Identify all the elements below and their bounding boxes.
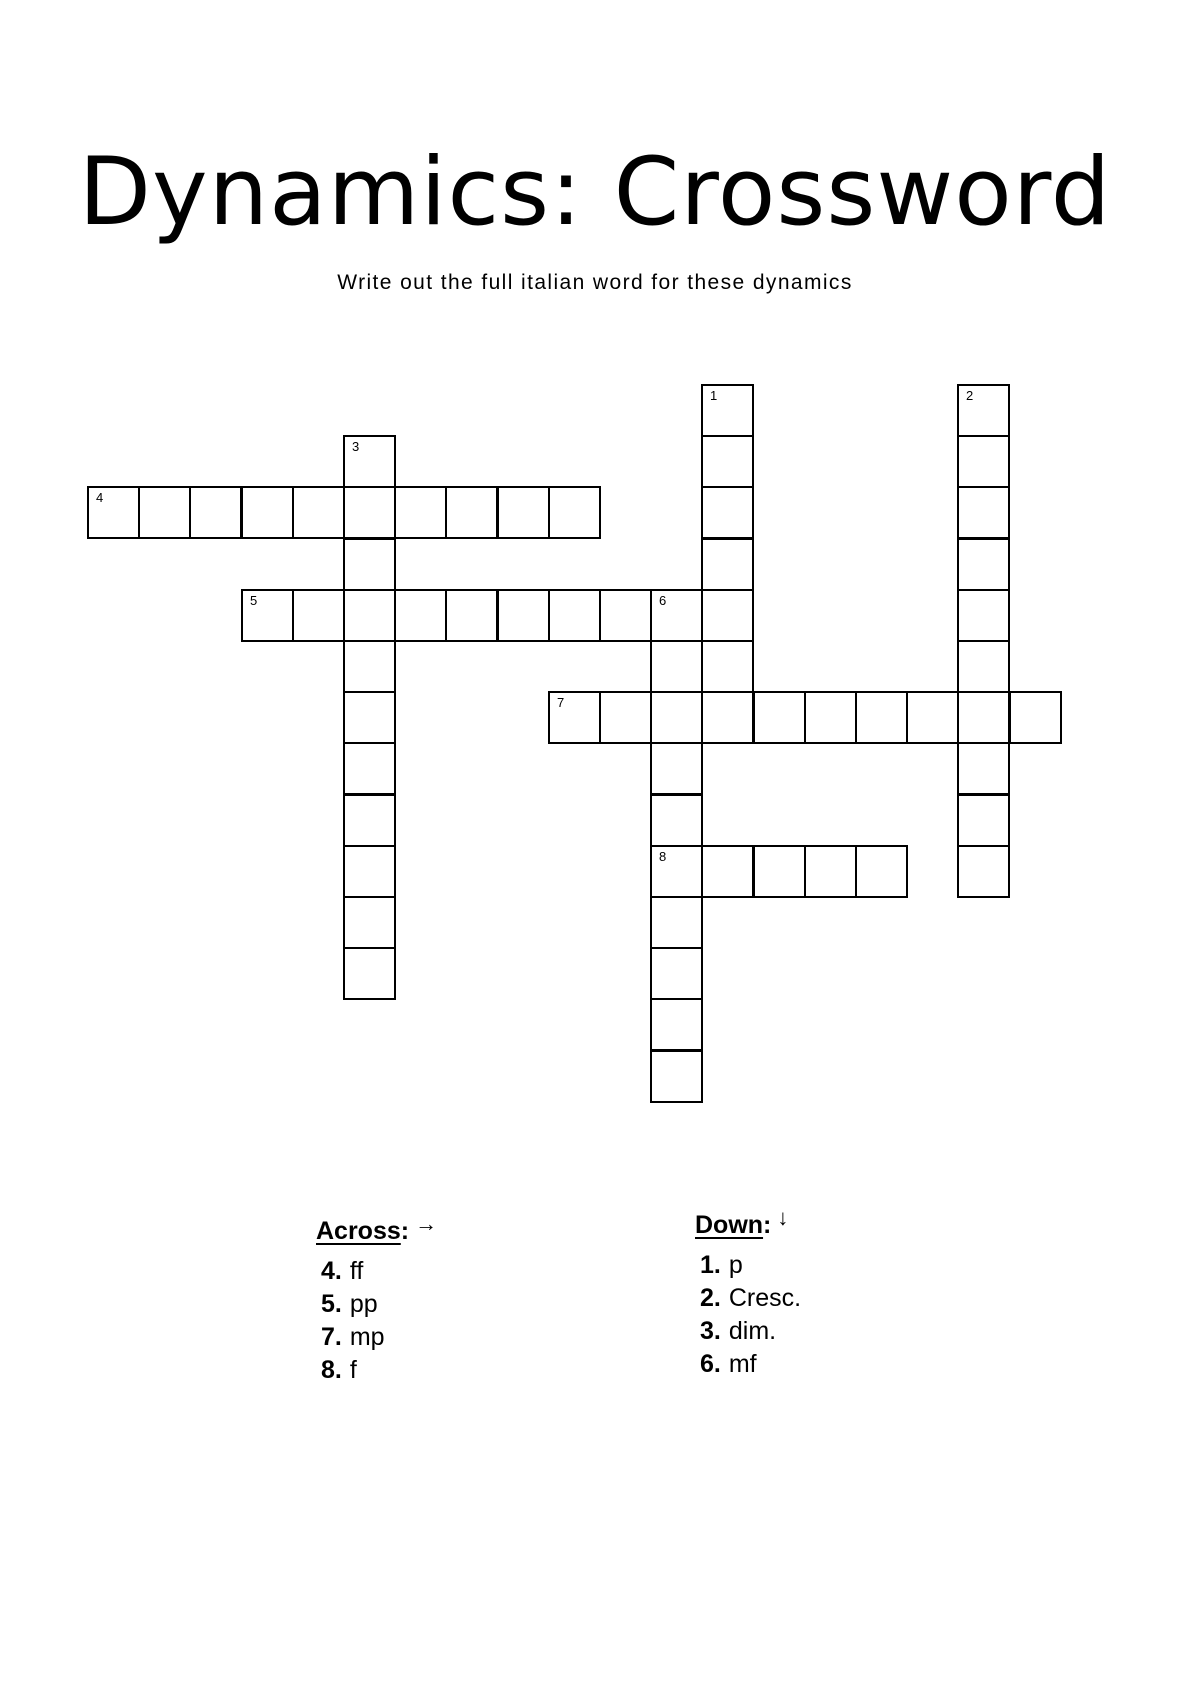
crossword-cell[interactable]	[650, 691, 703, 744]
crossword-cell[interactable]	[701, 538, 754, 591]
crossword-cell[interactable]	[343, 947, 396, 1000]
crossword-cell[interactable]	[957, 589, 1010, 642]
crossword-cell[interactable]	[292, 589, 345, 642]
across-clues	[316, 1211, 438, 1387]
crossword-cell[interactable]	[701, 486, 754, 539]
crossword-cell[interactable]	[701, 845, 754, 898]
crossword-cell[interactable]	[292, 486, 345, 539]
clue-item: 6. mf	[700, 1350, 757, 1378]
crossword-cell[interactable]	[548, 589, 601, 642]
crossword-cell[interactable]	[957, 794, 1010, 847]
crossword-cell[interactable]	[650, 998, 703, 1051]
crossword-cell[interactable]	[957, 742, 1010, 795]
clue-number: 1	[710, 388, 718, 403]
across-heading: Across: →	[316, 1211, 438, 1245]
crossword-cell[interactable]	[650, 845, 703, 898]
crossword-cell[interactable]	[343, 742, 396, 795]
crossword-cell[interactable]	[650, 794, 703, 847]
clue-item: 3. dim.	[700, 1317, 777, 1345]
crossword-cell[interactable]	[394, 589, 447, 642]
down-heading: Down: ↓	[695, 1205, 789, 1239]
crossword-cell[interactable]	[343, 691, 396, 744]
crossword-cell[interactable]	[701, 640, 754, 693]
crossword-cell[interactable]	[957, 640, 1010, 693]
crossword-cell[interactable]	[343, 538, 396, 591]
crossword-cell[interactable]	[497, 486, 550, 539]
crossword-cell[interactable]	[650, 589, 703, 642]
right-arrow-icon: →	[415, 1211, 438, 1236]
crossword-cell[interactable]	[343, 794, 396, 847]
crossword-cell[interactable]	[445, 486, 498, 539]
crossword-cell[interactable]	[957, 486, 1010, 539]
crossword-cell[interactable]	[701, 384, 754, 437]
crossword-cell[interactable]	[548, 486, 601, 539]
clue-item: 5. pp	[321, 1290, 378, 1318]
clue-item: 1. p	[700, 1251, 743, 1279]
down-arrow-icon: ↓	[777, 1205, 789, 1230]
clue-number: 4	[96, 490, 104, 505]
crossword-cell[interactable]	[445, 589, 498, 642]
clue-item: 7. mp	[321, 1323, 385, 1351]
crossword-cell[interactable]	[599, 691, 652, 744]
crossword-cell[interactable]	[701, 589, 754, 642]
crossword-cell[interactable]	[906, 691, 959, 744]
crossword-cell[interactable]	[189, 486, 242, 539]
crossword-cell[interactable]	[650, 896, 703, 949]
crossword-cell[interactable]	[957, 538, 1010, 591]
crossword-cell[interactable]	[138, 486, 191, 539]
crossword-cell[interactable]	[87, 486, 140, 539]
crossword-cell[interactable]	[343, 486, 396, 539]
crossword-cell[interactable]	[855, 845, 908, 898]
crossword-cell[interactable]	[241, 486, 294, 539]
crossword-cell[interactable]	[650, 1050, 703, 1103]
crossword-cell[interactable]	[804, 845, 857, 898]
crossword-cell[interactable]	[650, 640, 703, 693]
crossword-cell[interactable]	[343, 589, 396, 642]
clue-number: 5	[250, 593, 258, 608]
crossword-cell[interactable]	[343, 640, 396, 693]
clue-item: 2. Cresc.	[700, 1284, 802, 1312]
clue-item: 8. f	[321, 1356, 357, 1384]
crossword-cell[interactable]	[957, 691, 1010, 744]
crossword-cell[interactable]	[650, 742, 703, 795]
crossword-cell[interactable]	[241, 589, 294, 642]
crossword-cell[interactable]	[394, 486, 447, 539]
page-title: Dynamics: Crossword	[78, 138, 1112, 247]
instructions: Write out the full italian word for these dynamics	[337, 271, 853, 294]
crossword-cell[interactable]	[701, 691, 754, 744]
clue-number: 8	[659, 849, 667, 864]
crossword-cell[interactable]	[599, 589, 652, 642]
down-clues	[695, 1205, 802, 1381]
clue-number: 2	[966, 388, 974, 403]
crossword-cell[interactable]	[548, 691, 601, 744]
crossword-cell[interactable]	[804, 691, 857, 744]
clue-number: 6	[659, 593, 667, 608]
crossword-cell[interactable]	[753, 691, 806, 744]
crossword-cell[interactable]	[343, 435, 396, 488]
clue-item: 4. ff	[321, 1257, 364, 1285]
crossword-cell[interactable]	[497, 589, 550, 642]
crossword-cell[interactable]	[957, 384, 1010, 437]
crossword-cell[interactable]	[650, 947, 703, 1000]
crossword-cell[interactable]	[343, 845, 396, 898]
crossword-cell[interactable]	[343, 896, 396, 949]
crossword-cell[interactable]	[753, 845, 806, 898]
crossword-cell[interactable]	[855, 691, 908, 744]
crossword-cell[interactable]	[701, 435, 754, 488]
crossword-cell[interactable]	[957, 845, 1010, 898]
clue-number: 3	[352, 439, 360, 454]
clue-number: 7	[557, 695, 565, 710]
crossword-cell[interactable]	[1009, 691, 1062, 744]
crossword-cell[interactable]	[957, 435, 1010, 488]
